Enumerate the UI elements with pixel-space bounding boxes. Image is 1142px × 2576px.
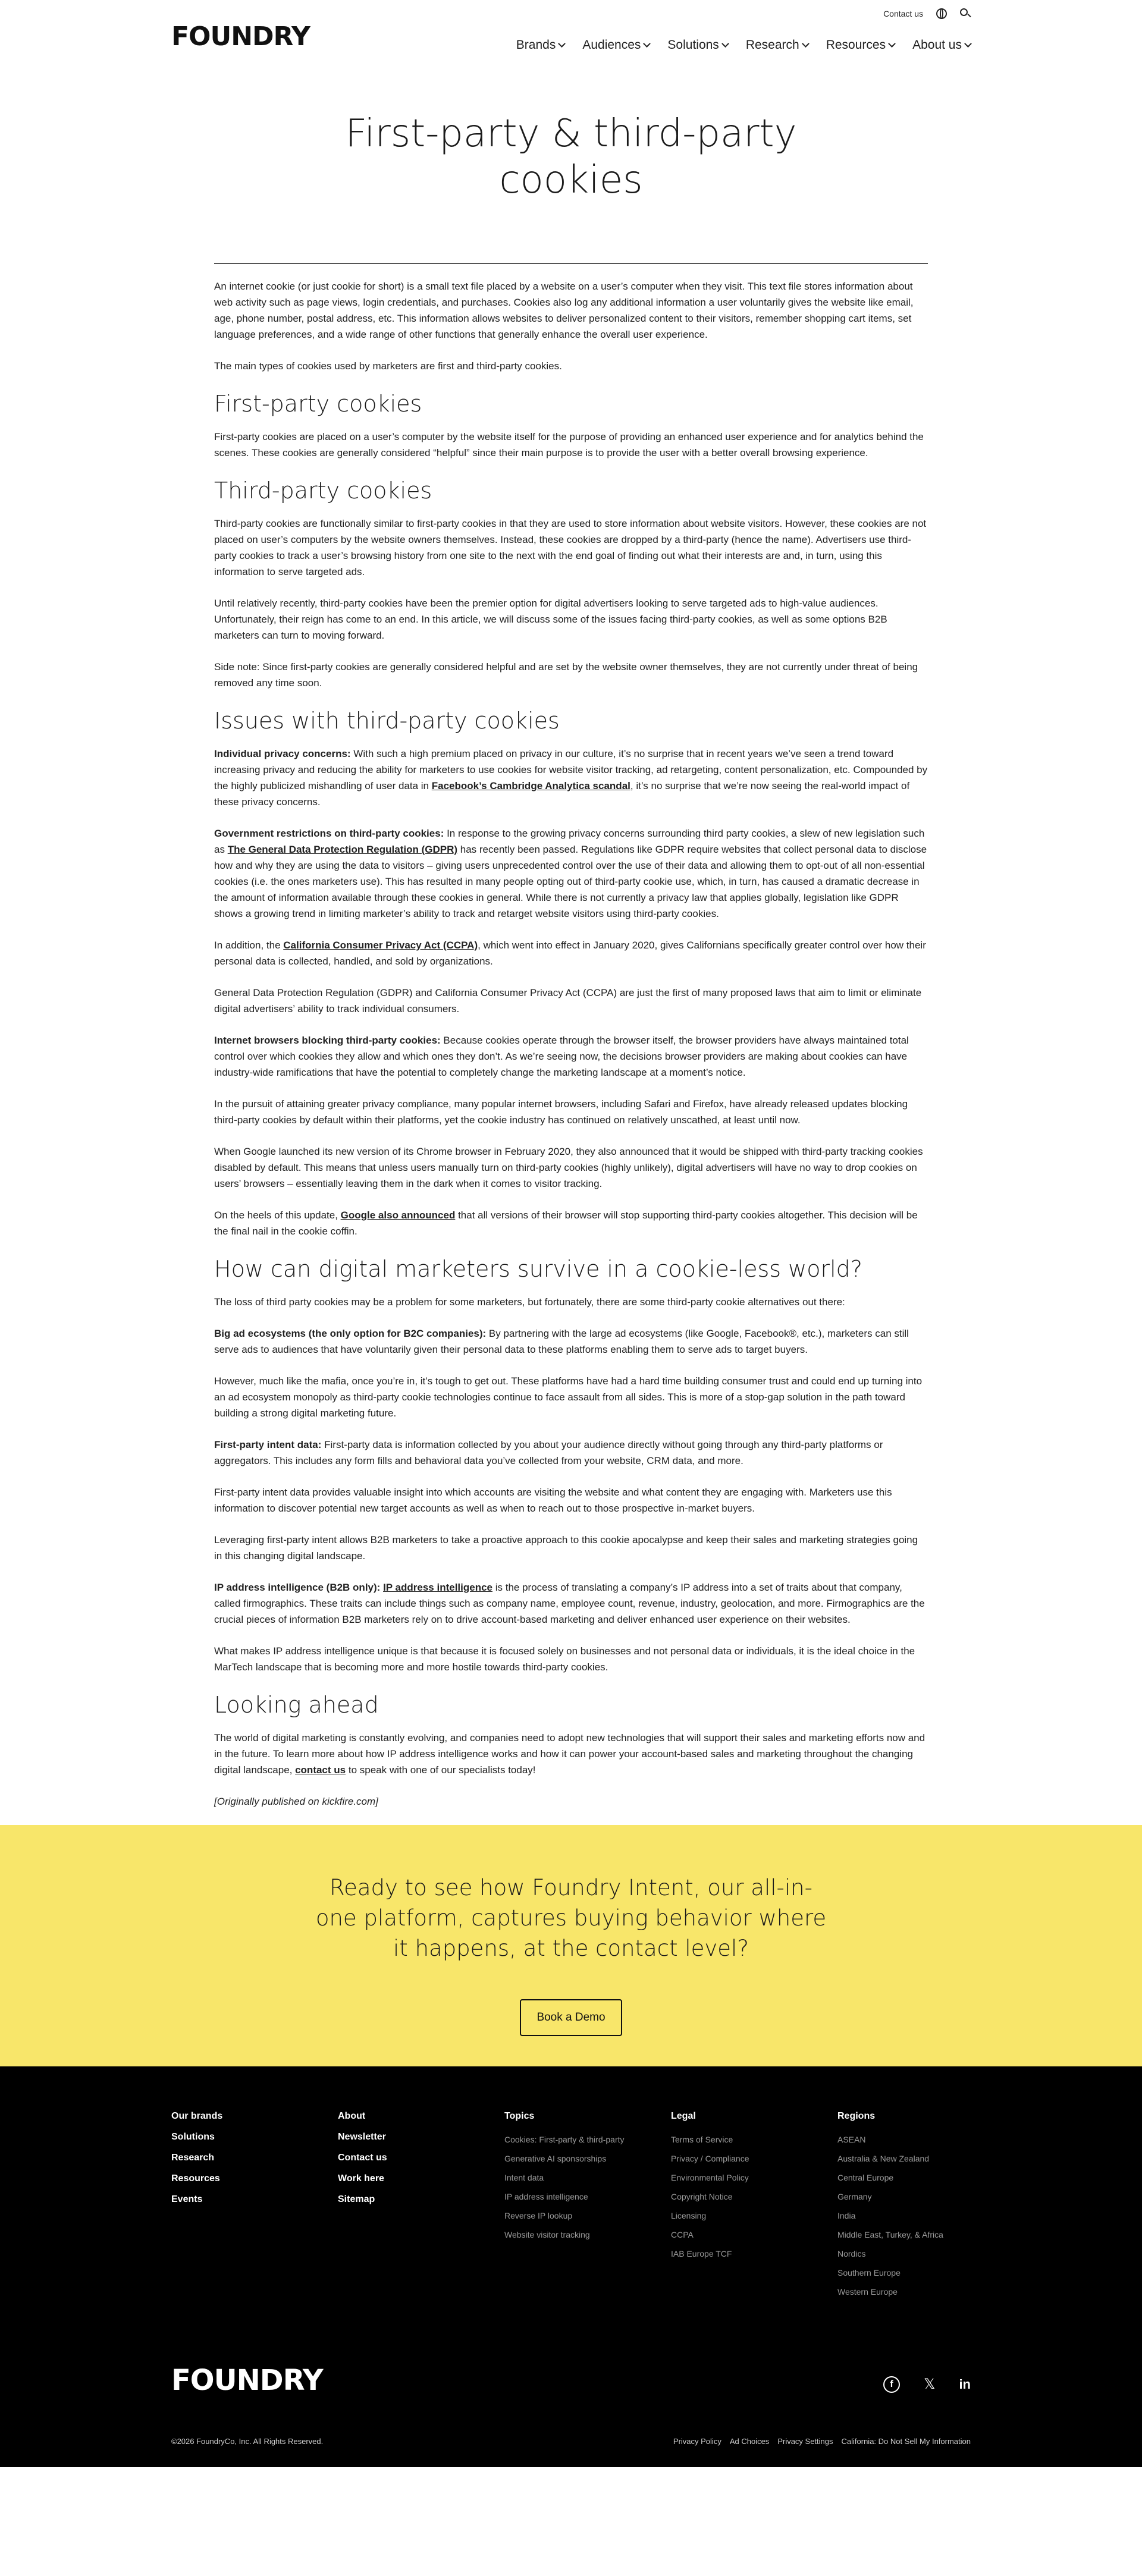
footer-legal-link[interactable]: Environmental Policy bbox=[671, 2173, 749, 2182]
footer-heading: Topics bbox=[504, 2111, 535, 2121]
nav-resources[interactable]: Resources bbox=[826, 38, 895, 52]
google-announced-link[interactable]: Google also announced bbox=[340, 1210, 456, 1221]
paragraph: Individual privacy concerns: With such a high premium placed on privacy in our culture, it’s no surprise that in recent years we’ve seen a trend toward increasing privacy and reducing the ability for marketers to use cookies for website visitor tracking, ad retargeting, content personalization, etc. Compounded by the highly publicized mishandling of user data in Facebook’s Cambridge Analytica scandal, it’s no surprise that we’re now seeing the real-world impact of these privacy concerns. bbox=[214, 748, 928, 808]
footer-logo[interactable]: FOUNDRY bbox=[171, 2364, 323, 2397]
footer-col-topics bbox=[504, 2111, 671, 2306]
page-title: First-party & third-party cookies bbox=[345, 112, 797, 202]
footer-topic-link[interactable]: IP address intelligence bbox=[504, 2192, 588, 2201]
foundry-logo[interactable]: FOUNDRY bbox=[171, 21, 310, 52]
footer-link-resources[interactable]: Resources bbox=[171, 2173, 220, 2184]
footer-topic-link[interactable]: Cookies: First-party & third-party bbox=[504, 2135, 625, 2144]
facebook-icon[interactable]: f bbox=[883, 2376, 900, 2393]
intro-paragraph: The main types of cookies used by marketers are first and third-party cookies. bbox=[214, 360, 562, 372]
footer-col-main bbox=[171, 2111, 338, 2306]
nav-about-us[interactable]: About us bbox=[912, 38, 971, 52]
contact-us-inline-link[interactable]: contact us bbox=[295, 1764, 346, 1776]
site-footer bbox=[0, 2066, 1142, 2467]
footer-legal-link[interactable]: Licensing bbox=[671, 2211, 707, 2220]
footer-region-link[interactable]: Middle East, Turkey, & Africa bbox=[837, 2230, 943, 2239]
paragraph: The loss of third party cookies may be a problem for some marketers, but fortunately, there are some third-party cookie alternatives out there: bbox=[214, 1296, 845, 1308]
nav-solutions[interactable]: Solutions bbox=[667, 38, 727, 52]
nav-brands[interactable]: Brands bbox=[516, 38, 565, 52]
footer-link-sitemap[interactable]: Sitemap bbox=[338, 2194, 375, 2204]
site-header bbox=[0, 0, 1142, 77]
intro-paragraph: An internet cookie (or just cookie for short) is a small text file placed by a website on a user’s computer when they visit. This text file stores information about web activity such as page views, login credentials, and purchases. Cookies also log any additional information a user voluntarily gives the website like email, age, phone number, postal address, etc. This information allows websites to deliver personalized content to their visitors, remember shopping cart items, set language preferences, and a wide range of other functions that generally enhance the overall user experience. bbox=[214, 281, 914, 340]
nav-audiences[interactable]: Audiences bbox=[582, 38, 650, 52]
paragraph: Big ad ecosystems (the only option for B2C companies): By partnering with the large ad ecosystems (like Google, Facebook®, etc.), marketers can still serve ads to audiences that have voluntarily given their personal data to these platforms enabling them to serve ads to target buyers. bbox=[214, 1328, 909, 1355]
footer-region-link[interactable]: Australia & New Zealand bbox=[837, 2154, 930, 2163]
footer-topic-link[interactable]: Reverse IP lookup bbox=[504, 2211, 573, 2220]
divider bbox=[214, 263, 928, 264]
footer-heading: Legal bbox=[671, 2111, 696, 2121]
chevron-down-icon bbox=[721, 40, 729, 48]
hero bbox=[0, 77, 1142, 203]
nav-research[interactable]: Research bbox=[746, 38, 808, 52]
footer-region-link[interactable]: Central Europe bbox=[837, 2173, 894, 2182]
paragraph: Third-party cookies are functionally similar to first-party cookies in that they are used to store information about website visitors. However, these cookies are not placed on user’s computers by the website owners themselves. Instead, these cookies are dropped by a third-party (hence the name). Advertisers use third-party cookies to track a user’s browsing history from one site to the next with the end goal of finding out what their interests are and, in turn, using this information to serve targeted ads. bbox=[214, 518, 927, 577]
paragraph: Internet browsers blocking third-party cookies: Because cookies operate through the browser itself, the browser providers have always maintained total control over which cookies they allow and which ones they don’t. As we’re seeing now, the decisions browser providers are making about cookies can have industry-wide ramifications that have the potential to completely change the marketing landscape at a moment’s notice. bbox=[214, 1035, 909, 1078]
section-heading: Third-party cookies bbox=[214, 477, 432, 504]
paragraph-label: First-party intent data: bbox=[214, 1439, 322, 1450]
main-nav bbox=[516, 38, 971, 52]
cambridge-analytica-link[interactable]: Facebook’s Cambridge Analytica scandal bbox=[431, 780, 630, 791]
paragraph: The world of digital marketing is constantly evolving, and companies need to adopt new technologies that will support their sales and marketing efforts now and in the future. To learn more about how IP address intelligence works and how it can power your account-based sales and marketing throughout the changing digital landscape, contact us to speak with one of our specialists today! bbox=[214, 1732, 925, 1776]
gdpr-link[interactable]: The General Data Protection Regulation (GDPR) bbox=[227, 844, 458, 855]
footer-topic-link[interactable]: Intent data bbox=[504, 2173, 544, 2182]
paragraph: What makes IP address intelligence unique is that because it is focused solely on businesses and not personal data or individuals, it is the ideal choice in the MarTech landscape that is becoming more and more hostile towards third-party cookies. bbox=[214, 1645, 915, 1673]
footer-heading: Regions bbox=[837, 2111, 876, 2121]
paragraph: Side note: Since first-party cookies are generally considered helpful and are set by the website owner themselves, they are not currently under threat of being removed any time soon. bbox=[214, 661, 918, 689]
copyright-text: ©2026 FoundryCo, Inc. All Rights Reserved. bbox=[171, 2437, 324, 2446]
paragraph: IP address intelligence (B2B only): IP address intelligence is the process of translating a company’s IP address into a set of traits about that company, called firmographics. These traits can include things such as company name, employee count, revenue, industry, geolocation, and more. Firmographics are the crucial pieces of information B2B marketers rely on to drive account-based marketing and deliver enhanced user experience on their websites. bbox=[214, 1582, 925, 1625]
section-heading: First-party cookies bbox=[214, 391, 422, 417]
footer-col-legal bbox=[671, 2111, 837, 2306]
section-heading: Looking ahead bbox=[214, 1692, 379, 1718]
paragraph: Government restrictions on third-party cookies: In response to the growing privacy concerns surrounding third party cookies, a slew of new legislation such as The General Data Protection Regulation (GDPR) has recently been passed. Regulations like GDPR require websites that collect personal data to disclose how and why they are using the data to visitors – giving users unprecedented control over the use of their data and allowing them to opt-out of all non-essential cookies (i.e. the ones marketers use). This has resulted in many people opting out of third-party cookie use, which, in turn, has caused a dramatic decrease in the amount of information available through these cookies in general. While there is not currently a privacy law that applies globally, legislation like GDPR shows a growing trend in limiting marketer’s ability to track and retarget website visitors using third-party cookies. bbox=[214, 828, 927, 919]
privacy-policy-link[interactable]: Privacy Policy bbox=[673, 2437, 721, 2446]
paragraph-label: IP address intelligence (B2B only): bbox=[214, 1582, 381, 1593]
footer-region-link[interactable]: Western Europe bbox=[837, 2287, 898, 2297]
privacy-settings-link[interactable]: Privacy Settings bbox=[777, 2437, 833, 2446]
utility-bar bbox=[883, 8, 971, 19]
footer-region-link[interactable]: ASEAN bbox=[837, 2135, 866, 2144]
search-icon[interactable] bbox=[960, 8, 971, 19]
book-demo-button[interactable]: Book a Demo bbox=[520, 1999, 622, 2036]
globe-icon[interactable] bbox=[936, 8, 947, 19]
footer-link-work-here[interactable]: Work here bbox=[338, 2173, 384, 2184]
source-note: [Originally published on kickfire.com] bbox=[214, 1796, 378, 1807]
paragraph: General Data Protection Regulation (GDPR) and California Consumer Privacy Act (CCPA) are just the first of many proposed laws that aim to limit or eliminate digital advertisers’ ability to track individual consumers. bbox=[214, 987, 922, 1014]
footer-link-contact[interactable]: Contact us bbox=[338, 2153, 387, 2163]
article-body bbox=[214, 203, 928, 1810]
ip-intelligence-link[interactable]: IP address intelligence bbox=[383, 1582, 492, 1593]
paragraph: First-party cookies are placed on a user’s computer by the website itself for the purpose of providing an enhanced user experience and for analytics behind the scenes. These cookies are generally considered “helpful” since their main purpose is to provide the user with a better overall browsing experience. bbox=[214, 431, 924, 458]
footer-bottom-links bbox=[673, 2437, 971, 2446]
linkedin-icon[interactable]: in bbox=[959, 2376, 971, 2392]
cta-banner bbox=[0, 1825, 1142, 2066]
footer-topic-link[interactable]: Generative AI sponsorships bbox=[504, 2154, 607, 2163]
footer-region-link[interactable]: India bbox=[837, 2211, 856, 2220]
paragraph-label: Individual privacy concerns: bbox=[214, 748, 351, 759]
footer-legal-link[interactable]: Terms of Service bbox=[671, 2135, 733, 2144]
paragraph: Leveraging first-party intent allows B2B marketers to take a proactive approach to this cookie apocalypse and keep their sales and marketing strategies going in this changing digital landscape. bbox=[214, 1534, 918, 1562]
chevron-down-icon bbox=[802, 40, 810, 48]
paragraph-label: Internet browsers blocking third-party cookies: bbox=[214, 1035, 441, 1046]
contact-us-link[interactable]: Contact us bbox=[883, 9, 923, 18]
footer-legal-link[interactable]: Copyright Notice bbox=[671, 2192, 733, 2201]
footer-link-newsletter[interactable]: Newsletter bbox=[338, 2132, 386, 2142]
footer-region-link[interactable]: Nordics bbox=[837, 2249, 866, 2258]
footer-legal-link[interactable]: Privacy / Compliance bbox=[671, 2154, 749, 2163]
paragraph: In addition, the California Consumer Privacy Act (CCPA), which went into effect in January 2020, gives Californians specifically greater control over how their personal data is collected, handled, and sold by organizations. bbox=[214, 940, 926, 967]
paragraph: First-party intent data provides valuable insight into which accounts are visiting the website and what content they are engaging with. Marketers use this information to discover potential new target accounts as well as when to reach out to those prospective in-market buyers. bbox=[214, 1487, 892, 1514]
footer-legal-link[interactable]: IAB Europe TCF bbox=[671, 2249, 732, 2258]
ccpa-link[interactable]: California Consumer Privacy Act (CCPA) bbox=[283, 940, 478, 951]
footer-link-events[interactable]: Events bbox=[171, 2194, 203, 2204]
chevron-down-icon bbox=[558, 40, 566, 48]
section-heading: How can digital marketers survive in a cookie-less world? bbox=[214, 1256, 862, 1282]
footer-legal-link[interactable]: CCPA bbox=[671, 2230, 694, 2239]
chevron-down-icon bbox=[644, 40, 651, 48]
footer-link-about[interactable]: About bbox=[338, 2111, 366, 2121]
paragraph: When Google launched its new version of its Chrome browser in February 2020, they also announced that it would be shipped with third-party tracking cookies disabled by default. This means that unless users manually turn on third-party cookies (highly unlikely), digital advertisers will have no way to drop cookies on users’ browsers – essentially leaving them in the dark when it comes to visitor tracking. bbox=[214, 1146, 923, 1189]
paragraph: In the pursuit of attaining greater privacy compliance, many popular internet browsers, including Safari and Firefox, have already released updates blocking third-party cookies by default within their platforms, yet the cookie industry has continued on relatively unscathed, at least until now. bbox=[214, 1098, 908, 1126]
paragraph: On the heels of this update, Google also announced that all versions of their browser will stop supporting third-party cookies altogether. This decision will be the final nail in the cookie coffin. bbox=[214, 1210, 918, 1237]
footer-region-link[interactable]: Southern Europe bbox=[837, 2268, 901, 2277]
footer-link-research[interactable]: Research bbox=[171, 2153, 215, 2163]
ad-choices-link[interactable]: Ad Choices bbox=[729, 2437, 770, 2446]
footer-link-our-brands[interactable]: Our brands bbox=[171, 2111, 223, 2121]
footer-columns bbox=[171, 2111, 1004, 2306]
chevron-down-icon bbox=[964, 40, 972, 48]
footer-topic-link[interactable]: Website visitor tracking bbox=[504, 2230, 590, 2239]
do-not-sell-link[interactable]: California: Do Not Sell My Information bbox=[841, 2437, 971, 2446]
footer-region-link[interactable]: Germany bbox=[837, 2192, 872, 2201]
section-heading: Issues with third-party cookies bbox=[214, 708, 560, 734]
paragraph-label: Big ad ecosystems (the only option for B2C companies): bbox=[214, 1328, 487, 1339]
paragraph-label: Government restrictions on third-party cookies: bbox=[214, 828, 444, 839]
paragraph: First-party intent data: First-party data is information collected by you about your audience directly without going through any third-party platforms or aggregators. This includes any form fills and behavioral data you’ve collected from your website, CRM data, and more. bbox=[214, 1439, 883, 1466]
cta-heading: Ready to see how Foundry Intent, our all-in-one platform, captures buying behavior where it happens, at the contact level? bbox=[315, 1875, 827, 1961]
chevron-down-icon bbox=[888, 40, 896, 48]
x-icon[interactable]: 𝕏 bbox=[924, 2376, 936, 2392]
footer-link-solutions[interactable]: Solutions bbox=[171, 2132, 215, 2142]
footer-col-regions bbox=[837, 2111, 1004, 2306]
footer-col-about bbox=[338, 2111, 504, 2306]
social-links bbox=[883, 2376, 971, 2393]
paragraph: However, much like the mafia, once you’re in, it’s tough to get out. These platforms have had a hard time building consumer trust and could end up turning into an ad ecosystem monopoly as third-party cookie technologies continue to face assault from all sides. This is more of a stop-gap solution in the path toward building a strong digital marketing future. bbox=[214, 1375, 923, 1419]
paragraph: Until relatively recently, third-party cookies have been the premier option for digital advertisers looking to serve targeted ads to high-value audiences. Unfortunately, their reign has come to an end. In this article, we will discuss some of the issues facing third-party cookies, as well as some options B2B marketers can turn to moving forward. bbox=[214, 598, 887, 641]
